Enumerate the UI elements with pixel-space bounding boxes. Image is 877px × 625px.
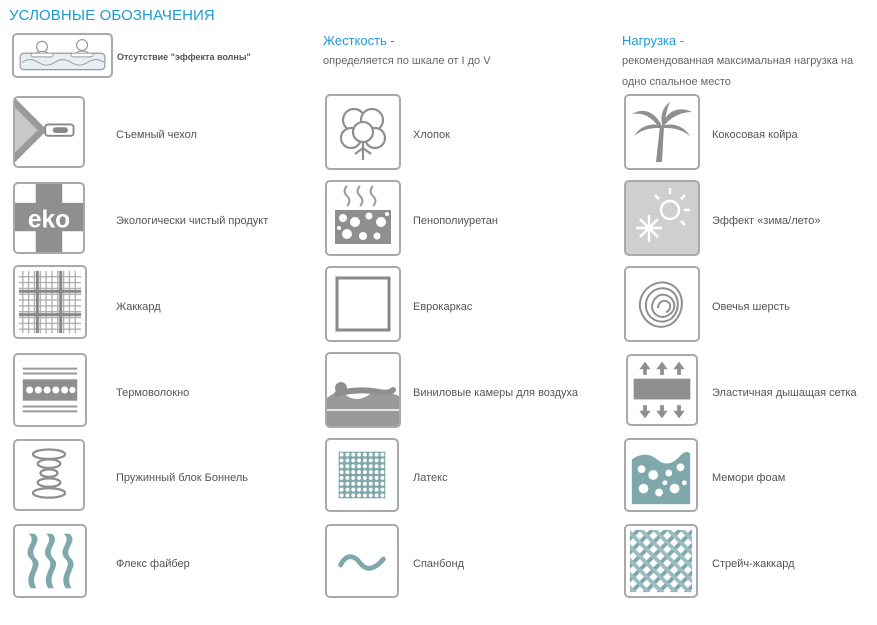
- latex-icon: [325, 438, 399, 512]
- breathable-mesh-label: Эластичная дышащая сетка: [712, 387, 857, 399]
- palm-tree-icon: [624, 94, 700, 170]
- wool-icon: [624, 266, 700, 342]
- latex-label: Латекс: [413, 472, 448, 484]
- eco-product-label: Экологически чистый продукт: [116, 215, 269, 227]
- svg-text:eko: eko: [27, 206, 71, 234]
- memory-foam-label: Мемори фоам: [712, 472, 786, 484]
- flex-fiber-label: Флекс файбер: [116, 558, 190, 570]
- winter-summer-icon: [624, 180, 700, 256]
- jacquard-icon: [13, 265, 87, 339]
- winter-summer-label: Эффект «зима/лето»: [712, 215, 821, 227]
- sheep-wool-label: Овечья шерсть: [712, 301, 790, 313]
- zipper-icon: [13, 96, 85, 168]
- spunbond-label: Спанбонд: [413, 558, 465, 570]
- bonnell-spring-label: Пружинный блок Боннель: [116, 472, 249, 484]
- load-heading: Нагрузка -: [622, 33, 685, 48]
- breathable-mesh-icon: [626, 354, 698, 426]
- stretch-jacquard-icon: [624, 524, 698, 598]
- thermofiber-label: Термоволокно: [116, 387, 190, 399]
- hardness-subheading: определяется по шкале от I до V: [323, 55, 491, 67]
- vinyl-air-chamber-icon: [325, 352, 401, 428]
- vinyl-air-chambers-label: Виниловые камеры для воздуха: [413, 387, 578, 399]
- page-title: УСЛОВНЫЕ ОБОЗНАЧЕНИЯ: [9, 7, 215, 24]
- no-wave-label: Отсутствие "эффекта волны": [117, 52, 251, 62]
- cotton-icon: [325, 94, 401, 170]
- spring-icon: [13, 439, 85, 511]
- flex-fiber-icon: [13, 524, 87, 598]
- spunbond-icon: [325, 524, 399, 598]
- hardness-heading: Жесткость -: [323, 33, 395, 48]
- jacquard-label: Жаккард: [116, 301, 161, 313]
- load-subheading: рекомендованная максимальная нагрузка на одно спальное место: [622, 55, 854, 88]
- no-wave-icon: [12, 33, 113, 78]
- euroframe-label: Еврокаркас: [413, 301, 473, 313]
- removable-cover-label: Съемный чехол: [116, 129, 197, 141]
- euroframe-icon: [325, 266, 401, 342]
- eko-icon: [13, 182, 85, 254]
- coconut-coir-label: Кокосовая койра: [712, 129, 798, 141]
- memory-foam-icon: [624, 438, 698, 512]
- polyurethane-foam-icon: [325, 180, 401, 256]
- cotton-label: Хлопок: [413, 129, 450, 141]
- stretch-jacquard-label: Стрейч-жаккард: [712, 558, 795, 570]
- polyurethane-foam-label: Пенополиуретан: [413, 215, 498, 227]
- thermofiber-icon: [13, 353, 87, 427]
